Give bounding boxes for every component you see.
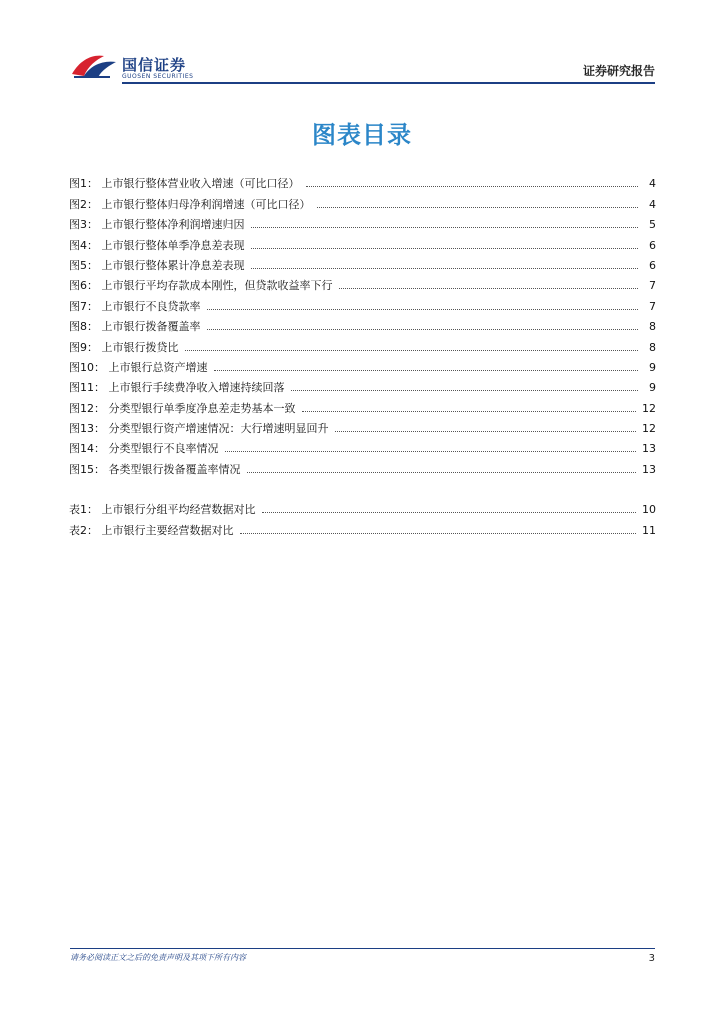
guosen-logo-icon	[70, 50, 118, 80]
dot-leader	[214, 370, 639, 371]
toc-entry-page: 7	[649, 299, 656, 313]
toc-entry-label: 图13： 分类型银行资产增速情况：大行增速明显回升	[69, 422, 329, 436]
dot-leader	[225, 451, 637, 452]
toc-entry-label: 图2： 上市银行整体归母净利润增速（可比口径）	[69, 197, 311, 211]
toc-entry-label: 图5： 上市银行整体累计净息差表现	[69, 258, 245, 272]
report-type-label: 证券研究报告	[582, 64, 655, 78]
dot-leader	[291, 390, 639, 391]
toc-entry[interactable]	[69, 394, 656, 414]
toc-entry[interactable]	[69, 374, 656, 394]
table-of-contents	[69, 170, 656, 537]
toc-entry[interactable]	[69, 455, 656, 475]
figure-list	[69, 170, 656, 476]
toc-entry-label: 图7： 上市银行不良贷款率	[69, 299, 201, 313]
toc-entry-page: 4	[649, 177, 656, 191]
toc-entry-label: 表2： 上市银行主要经营数据对比	[69, 523, 234, 537]
dot-leader	[306, 186, 639, 187]
toc-entry-page: 8	[649, 320, 656, 334]
toc-entry-page: 9	[649, 381, 656, 395]
footer-disclaimer: 请务必阅读正文之后的免责声明及其项下所有内容	[70, 953, 246, 962]
toc-entry[interactable]	[69, 313, 656, 333]
toc-entry[interactable]	[69, 190, 656, 210]
toc-entry[interactable]	[69, 272, 656, 292]
toc-entry[interactable]	[69, 292, 656, 312]
dot-leader	[302, 411, 637, 412]
toc-entry-page: 6	[649, 258, 656, 272]
header-divider	[122, 82, 655, 84]
toc-entry-label: 图4： 上市银行整体单季净息差表现	[69, 238, 245, 252]
toc-entry[interactable]	[69, 333, 656, 353]
toc-entry[interactable]	[69, 435, 656, 455]
toc-entry[interactable]	[69, 170, 656, 190]
dot-leader	[339, 288, 639, 289]
toc-entry[interactable]	[69, 252, 656, 272]
dot-leader	[240, 533, 637, 534]
logo-text-en: GUOSEN SECURITIES	[122, 73, 194, 80]
dot-leader	[335, 431, 637, 432]
toc-entry[interactable]	[69, 516, 656, 536]
dot-leader	[247, 472, 637, 473]
toc-entry-label: 图6： 上市银行平均存款成本刚性，但贷款收益率下行	[69, 279, 333, 293]
dot-leader	[251, 227, 639, 228]
page-header	[70, 48, 655, 88]
toc-entry-page: 13	[642, 462, 656, 476]
toc-title: 图表目录	[312, 121, 412, 149]
toc-entry-page: 12	[642, 422, 656, 436]
toc-entry-page: 10	[642, 503, 656, 517]
toc-entry-label: 图8： 上市银行拨备覆盖率	[69, 320, 201, 334]
dot-leader	[262, 512, 637, 513]
dot-leader	[207, 309, 639, 310]
toc-entry-label: 图11： 上市银行手续费净收入增速持续回落	[69, 381, 285, 395]
toc-entry-label: 表1： 上市银行分组平均经营数据对比	[69, 503, 256, 517]
dot-leader	[251, 268, 639, 269]
toc-entry-label: 图12： 分类型银行单季度净息差走势基本一致	[69, 401, 296, 415]
toc-entry-label: 图3： 上市银行整体净利润增速归因	[69, 218, 245, 232]
toc-entry[interactable]	[69, 211, 656, 231]
dot-leader	[207, 329, 639, 330]
dot-leader	[185, 350, 639, 351]
dot-leader	[317, 207, 639, 208]
toc-entry-page: 5	[649, 218, 656, 232]
toc-entry-label: 图9： 上市银行拨贷比	[69, 340, 179, 354]
toc-entry-page: 9	[649, 360, 656, 374]
footer-page-number: 3	[648, 953, 655, 964]
toc-entry-page: 6	[649, 238, 656, 252]
toc-entry-page: 11	[642, 523, 656, 537]
guosen-logo	[70, 48, 210, 84]
toc-entry-label: 图15： 各类型银行拨备覆盖率情况	[69, 462, 241, 476]
logo-text-cn: 国信证券	[122, 56, 187, 74]
toc-entry-label: 图1： 上市银行整体营业收入增速（可比口径）	[69, 177, 300, 191]
toc-entry-page: 13	[642, 442, 656, 456]
toc-entry[interactable]	[69, 496, 656, 516]
toc-entry-label: 图14： 分类型银行不良率情况	[69, 442, 219, 456]
toc-entry[interactable]	[69, 231, 656, 251]
toc-entry-label: 图10： 上市银行总资产增速	[69, 360, 208, 374]
toc-entry-page: 7	[649, 279, 656, 293]
toc-entry[interactable]	[69, 354, 656, 374]
table-list	[69, 496, 656, 537]
toc-entry-page: 8	[649, 340, 656, 354]
footer-divider	[70, 948, 655, 949]
toc-entry-page: 12	[642, 401, 656, 415]
toc-entry-page: 4	[649, 197, 656, 211]
dot-leader	[251, 248, 639, 249]
toc-entry[interactable]	[69, 415, 656, 435]
